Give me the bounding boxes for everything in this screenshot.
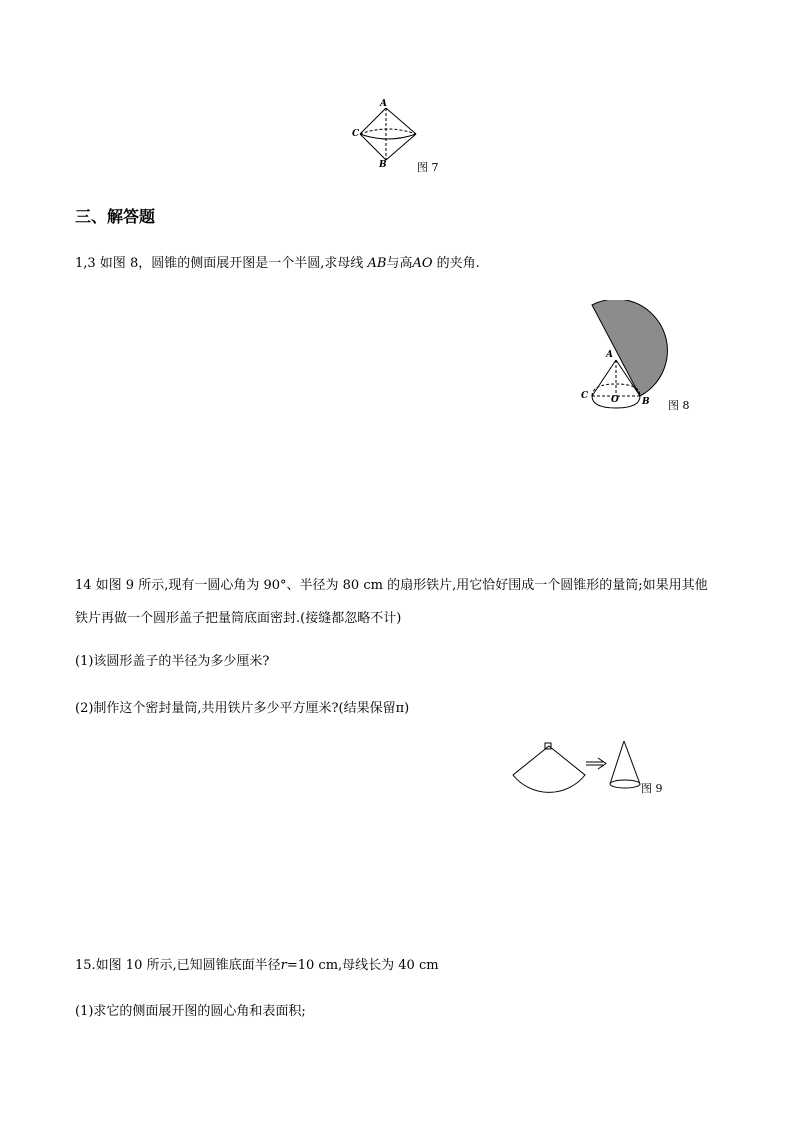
figure-8-semicircle xyxy=(592,300,667,396)
figure-8-label-a: A xyxy=(606,350,613,360)
figure-8-diagram xyxy=(578,300,678,412)
question-14-sub-2: (2)制作这个密封量筒,共用铁片多少平方厘米?(结果保留π) xyxy=(75,701,410,716)
figure-7-label-b: B xyxy=(379,160,387,170)
figure-8-label-b: B xyxy=(642,397,650,407)
question-15 xyxy=(75,957,439,975)
question-13-var-ab: AB xyxy=(367,256,387,271)
figure-9-caption: 图 9 xyxy=(641,782,663,795)
section-heading: 三、解答题 xyxy=(75,207,156,226)
figure-7-label-c: C xyxy=(352,129,360,139)
figure-9-sector xyxy=(513,746,585,792)
figure-9-diagram xyxy=(510,738,660,798)
question-13-suffix: 的夹角. xyxy=(436,256,480,271)
figure-8-caption: 图 8 xyxy=(668,399,690,412)
question-13-prefix: 1,3 如图 8，圆锥的侧面展开图是一个半圆,求母线 xyxy=(75,256,364,271)
question-13 xyxy=(75,255,480,273)
question-15-prefix: 15.如图 10 所示,已知圆锥底面半径 xyxy=(75,958,281,973)
question-15-sub-1: (1)求它的侧面展开图的圆心角和表面积; xyxy=(75,1004,306,1019)
figure-8-label-o: O xyxy=(611,395,619,405)
question-14-line-2: 铁片再做一个圆形盖子把量筒底面密封.(接缝都忽略不计) xyxy=(75,611,402,626)
figure-9-cone-right xyxy=(624,741,640,784)
question-13-mid: 与高 xyxy=(386,256,413,271)
figure-8 xyxy=(578,300,678,412)
figure-9-cone-left xyxy=(610,741,624,784)
figure-9 xyxy=(510,738,660,798)
figure-7-label-a: A xyxy=(380,99,387,109)
question-15-var-r: r xyxy=(280,958,287,973)
figure-7-caption: 图 7 xyxy=(417,161,439,174)
figure-8-label-c: C xyxy=(581,391,589,401)
question-15-suffix: =10 cm,母线长为 40 cm xyxy=(286,958,439,973)
question-14-line-1: 14 如图 9 所示,现有一圆心角为 90°、半径为 80 cm 的扇形铁片,用它恰好围成一个圆锥形的量筒;如果用其他 xyxy=(75,578,708,593)
question-14-sub-1: (1)该圆形盖子的半径为多少厘米? xyxy=(75,654,270,669)
question-13-var-ao: AO xyxy=(412,256,433,271)
